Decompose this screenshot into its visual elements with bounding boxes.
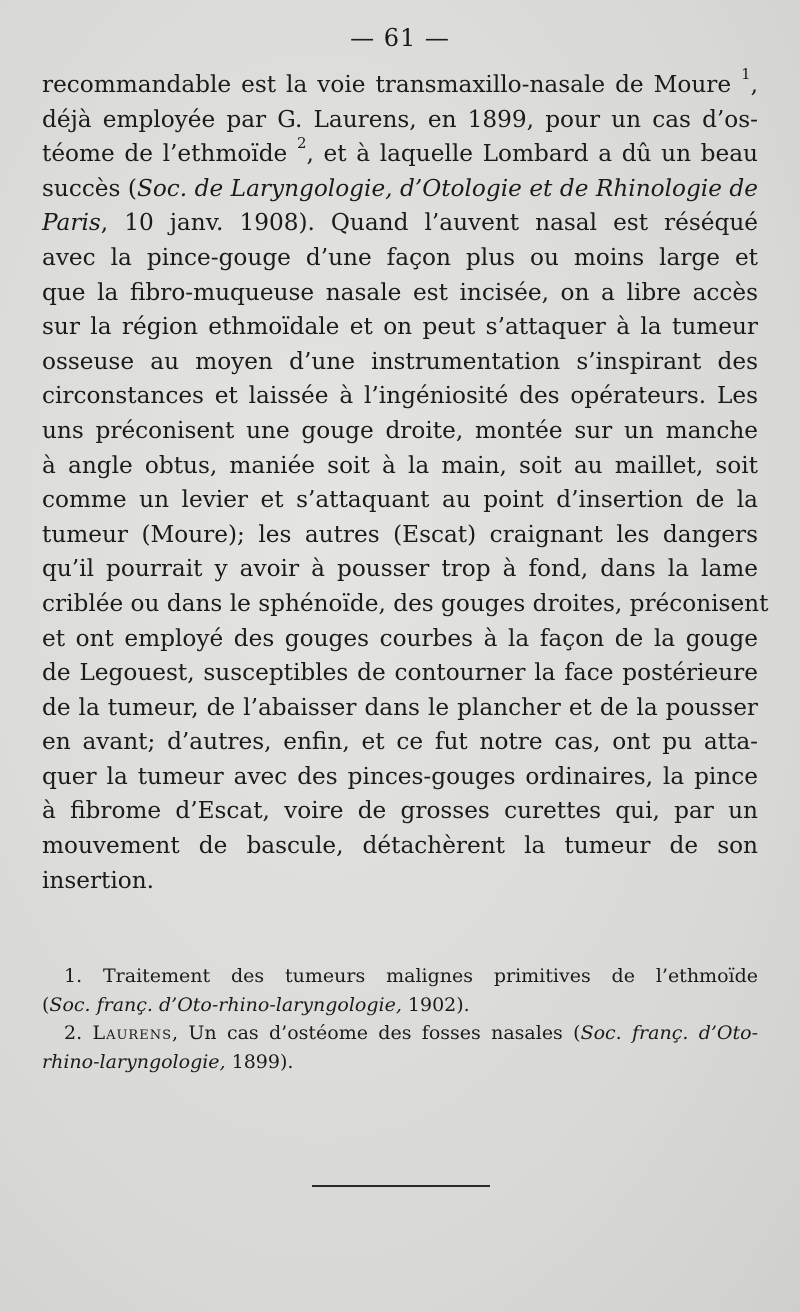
text-line: uns préconisent une gouge droite, montée sur un manche: [42, 416, 758, 444]
text-line: circonstances et laissée à l’ingéniosité des opérateurs. Les: [42, 382, 758, 410]
footnote-1-cont: (Soc. franç. d’Oto-rhino-laryngologie, 1902).: [42, 993, 470, 1016]
text-line: insertion.: [42, 866, 155, 894]
text-line: recommandable est la voie transmaxillo-nasale de Moure $^1$,: [42, 65, 758, 98]
text-line: téome de l’ethmoïde $^2$, et à laquelle Lombard a dû un beau: [42, 134, 758, 168]
text-line: et ont employé des gouges courbes à la façon de la gouge: [42, 624, 758, 652]
footnote-1: 1. Traitement des tumeurs malignes primitives de l’ethmoïde: [64, 965, 758, 987]
text-line: osseuse au moyen d’une instrumentation s’inspirant des: [42, 347, 758, 375]
footnotes: [42, 962, 758, 1076]
text-line: quer la tumeur avec des pinces-gouges ordinaires, la pince: [42, 762, 758, 790]
text-line: de la tumeur, de l’abaisser dans le plancher et de la pousser: [42, 693, 758, 721]
text-line: comme un levier et s’attaquant au point d’insertion de la: [42, 486, 758, 514]
text-line: criblée ou dans le sphénoïde, des gouges droites, préconisent: [42, 589, 769, 617]
page-number: — 61 —: [350, 24, 450, 52]
text-line: avec la pince-gouge d’une façon plus ou moins large et: [42, 243, 758, 271]
footnote-2: 2. Laurens, Un cas d’ostéome des fosses nasales (Soc. franç. d’Oto-: [64, 1022, 758, 1045]
end-rule: [312, 1185, 490, 1187]
text-line: succès (Soc. de Laryngologie, d’Otologie et de Rhinologie de: [42, 174, 758, 202]
text-line: à angle obtus, maniée soit à la main, soit au maillet, soit: [42, 451, 758, 479]
text-line: sur la région ethmoïdale et on peut s’attaquer à la tumeur: [42, 313, 758, 341]
footnote-ref: 2: [296, 134, 307, 153]
journal-title: Soc. franç. d’Oto-rhino-laryngologie,: [49, 993, 402, 1016]
author-name: Laurens: [92, 1022, 172, 1045]
text-line: tumeur (Moure); les autres (Escat) craignant les dangers: [42, 520, 758, 548]
text-line: mouvement de bascule, détachèrent la tumeur de son: [42, 832, 758, 860]
footnote-2-cont: rhino-laryngologie, 1899).: [42, 1050, 294, 1073]
journal-title: Soc. de Laryngologie, d’Otologie et de Rhinologie de: [136, 174, 758, 202]
main-paragraph: [42, 65, 769, 898]
journal-title: Soc. franç. d’Oto-: [580, 1022, 758, 1045]
text-line: déjà employée par G. Laurens, en 1899, pour un cas d’os-: [42, 105, 758, 133]
text-line: qu’il pourrait y avoir à pousser trop à fond, dans la lame: [42, 555, 758, 583]
journal-title: Paris: [42, 209, 101, 237]
text-line: à fibrome d’Escat, voire de grosses curettes qui, par un: [42, 797, 758, 825]
text-line: en avant; d’autres, enfin, et ce fut notre cas, ont pu atta-: [42, 728, 758, 756]
text-line: de Legouest, susceptibles de contourner la face postérieure: [42, 659, 758, 687]
footnote-ref: 1: [741, 65, 751, 83]
text-line: Paris, 10 janv. 1908). Quand l’auvent nasal est réséqué: [42, 209, 758, 237]
text-line: que la fibro-muqueuse nasale est incisée, on a libre accès: [42, 278, 758, 306]
journal-title: rhino-laryngologie,: [42, 1050, 226, 1073]
